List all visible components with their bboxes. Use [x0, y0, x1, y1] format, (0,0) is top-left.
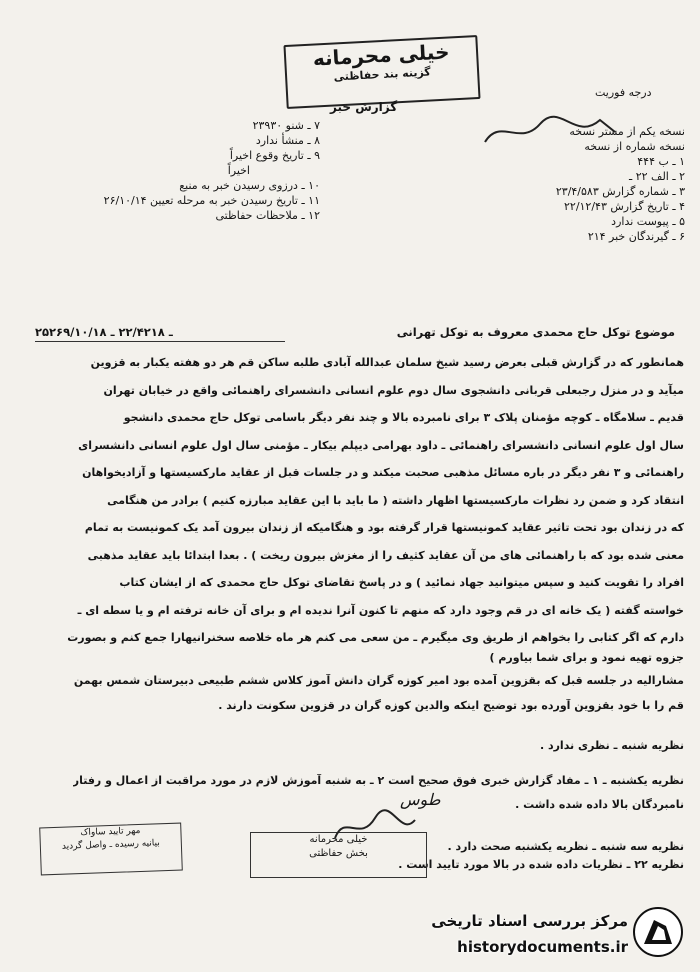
body-line: انتقاد کرد و ضمن رد نظرات مارکسیستها اظهار داشته ( ما باید با این عقاید مبارزه کنیم ) برادر من هنگامی: [107, 493, 684, 507]
meta-right-row: ۱ ـ ب ۴۴۴: [637, 155, 685, 168]
subject-underline: [35, 341, 285, 342]
meta-left-block: [20, 118, 320, 223]
report-body: [24, 349, 684, 652]
handwriting-scribble-icon: [480, 112, 620, 152]
meta-right-row: ۶ ـ گیرندگان خبر ۲۱۴: [587, 230, 685, 243]
body-line: قدیم ـ سلامگاه ـ کوچه مؤمنان پلاک ۳ برای نامبرده بالا و چند نفر دیگر باسامی توکل حاج محمدی دانشجو: [123, 411, 684, 424]
meta-left-row: ۷ ـ شنو ۲۳۹۳۰: [252, 119, 320, 132]
stamp-line: بیانیه رسیده ـ واصل گردید: [61, 838, 160, 852]
body-line: همانطور که در گزارش قبلی بعرض رسید شیخ سلمان عبدالله آبادی طلبه ساکن قم هر دو هفته یکبار به قزوین: [90, 356, 684, 369]
meta-right-row: ۲ ـ الف ۲۲ ـ: [629, 170, 685, 183]
stamp-line: بخش حفاظتی: [309, 848, 368, 859]
signature-scribble-icon: [330, 808, 420, 848]
stamp-title: خیلی محرمانه: [312, 39, 451, 71]
note-line: نظریه سه شنبه ـ نظریه یکشنبه صحت دارد .: [447, 840, 684, 853]
stamp-line: خیلی محرمانه: [309, 834, 368, 845]
stamp-line: مهر تایید ساواک: [80, 825, 141, 839]
note-line: نامبردگان بالا داده شده داشت .: [515, 798, 684, 811]
body-line: خواسته گفته ( یک خانه ای در قم وجود دارد که منهم تا کنون آنرا ندیده ام و برای آن خانه ترفته ام و یا سطه ای ـ: [77, 603, 684, 617]
body-line: که در زندان بود تحت تاثیر عقاید کمونیستها قرار گرفته بود و هنگامیکه از زندان بیرون آمد یک کمونیست به تمام: [84, 521, 684, 534]
watermark-url[interactable]: historydocuments.ir: [457, 938, 628, 956]
meta-right-row: نسخه شماره از نسخه: [584, 140, 685, 153]
body-line: سال اول علوم انسانی دانشسرای راهنمائی ـ داود بهرامی دیپلم بیکار ـ مؤمنی سال اول علوم انسانی دانشسرای: [78, 438, 684, 452]
note-line: نظریه ۲۲ ـ نظریات داده شده در بالا مورد تایید است .: [398, 858, 684, 871]
meta-right-row: ۳ ـ شماره گزارش ۲۳/۴/۵۸۳: [555, 185, 685, 198]
meta-right-row: ۴ ـ تاریخ گزارش ۲۲/۱۲/۴۳: [564, 200, 685, 213]
body-line: راهنمائی و ۳ نفر دیگر در باره مسائل مذهبی صحبت میکند و در جلسات قبل از عقاید مارکسیستها و آزادیخواهان: [82, 466, 684, 479]
meta-left-row: ۱۱ ـ تاریخ رسیدن خبر به مرحله تعیین ۲۶/۱۰/۱۴: [103, 194, 320, 207]
report-type: گزارش خبر: [330, 100, 398, 114]
meta-right-row: نسخه یکم از مستر نسخه: [569, 125, 685, 138]
archive-logo-icon: [632, 906, 684, 958]
subject-text: موضوع توکل حاج محمدی معروف به توکل تهرانی: [396, 325, 675, 339]
top-classification-stamp: [283, 35, 480, 109]
stamp-bottom-left: [39, 823, 183, 876]
urgency-label: درجه فوریت: [595, 86, 652, 99]
meta-right-row: ۵ ـ پیوست ندارد: [611, 215, 685, 228]
meta-left-row: ۹ ـ تاریخ وقوع اخیراً: [229, 149, 320, 162]
meta-left-row: ۸ ـ منشأ ندارد: [255, 134, 320, 147]
body-line: دارم که اگر کتابی را بخواهم از طریق وی میگیرم ـ من سعی می کنم هر ماه خلاصه سخنرانیهارا جمع کنم و بصورت: [67, 631, 684, 644]
note-line: قم را با خود بقزوین آورده بود توضیح اینکه والدین کوزه گران در قزوین سکونت دارند .: [218, 699, 684, 712]
note-line: نظریه یکشنبه ـ ۱ ـ مفاد گزارش خبری فوق صحیح است ۲ ـ به شنبه آموزش لازم در مورد مراقبت از اعمال و رفتار: [72, 774, 684, 787]
note-line: مشارالیه در جلسه قبل که بقزوین آمده بود امیر کوزه گران دانش آموز کلاس ششم طبیعی دبیرستان شمس بهمن: [73, 674, 684, 687]
stamp-subtitle: گزینه بند حفاظتی: [333, 65, 431, 84]
note-line: نظریه شنبه ـ نظری ندارد .: [539, 739, 684, 752]
watermark-title: مرکز بررسی اسناد تاریخی: [431, 912, 628, 930]
body-line-final: جزوه تهیه نمود و برای شما بیاورم ): [489, 651, 684, 664]
meta-left-row: ۱۰ ـ درزوی رسیدن خبر به منبع: [179, 179, 320, 192]
body-line: افراد را تقویت کنید و سپس میتوانید جهاد نمائید ) و در پاسخ تقاضای توکل حاج محمدی که از ایشان کتاب: [119, 576, 684, 589]
signature-text: طوس: [400, 790, 441, 809]
subject-reference: ۲۵۲۶۹/۱۰/۱۸ ـ ۲۲/۴۲۱۸ ـ: [35, 325, 173, 339]
meta-left-row: ۱۲ ـ ملاحظات حفاظتی: [215, 209, 320, 222]
meta-left-row: اخیراً: [227, 164, 250, 177]
body-line: میآید و در منزل رجبعلی قربانی دانشجوی سال دوم علوم انسانی دانشسرای راهنمائی واقع در خیابان تهران: [103, 383, 684, 397]
body-line: معنی شده بود که با راهنمائی های من آن عقاید کثیف را از مغزش بیرون ریخت ) . بعدا ابتدائا باید عقاید مذهبی: [87, 548, 684, 562]
